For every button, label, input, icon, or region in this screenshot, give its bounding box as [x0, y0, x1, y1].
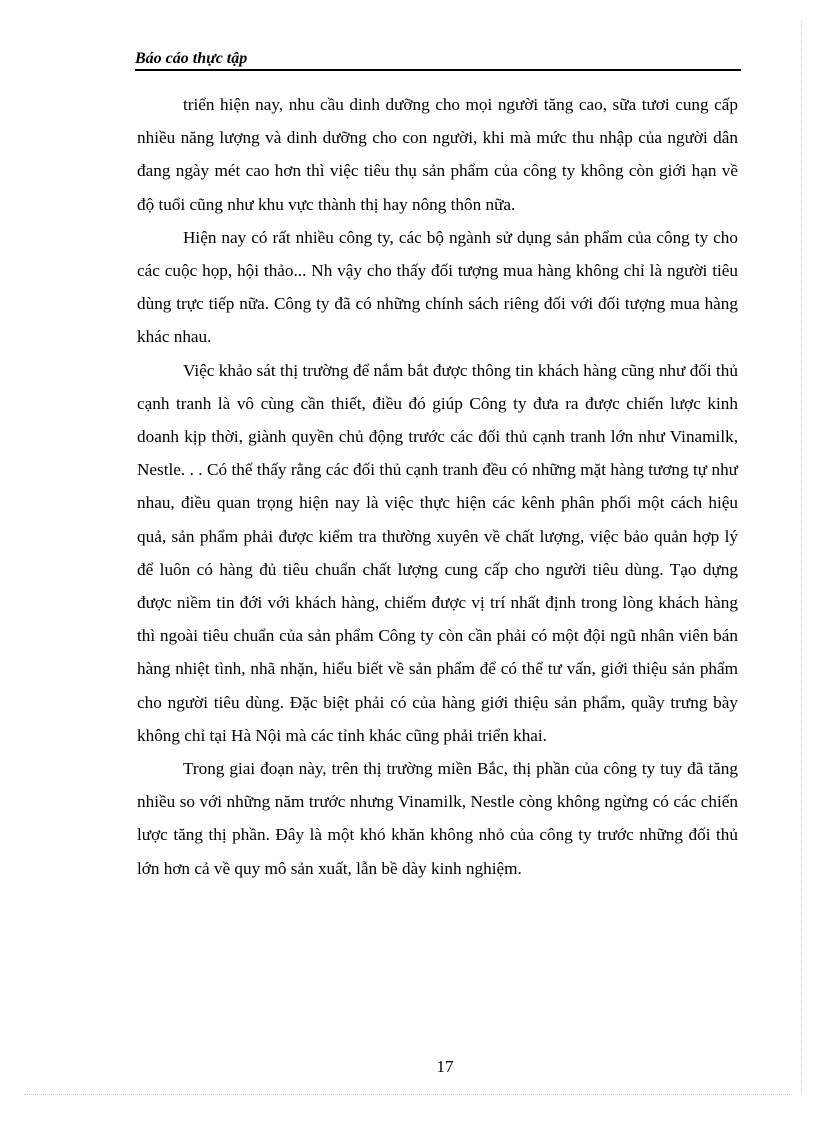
header-title: Báo cáo thực tập — [135, 50, 248, 67]
paragraph-3: Việc khảo sát thị trường để nắm bắt được thông tin khách hàng cũng như đối thủ cạnh tranh là vô cùng cần thiết, điều đó giúp Công ty đưa ra được chiến lược kinh doanh kịp thời, giành quyền chủ động trước các đối thủ cạnh tranh lớn như Vinamilk, Nestle. . . Có thể thấy rằng các đối thủ cạnh tranh đều có những mặt hàng tương tự như nhau, điều quan trọng hiện nay là việc thực hiện các kênh phân phối một cách hiệu quả, sản phẩm phải được kiểm tra thường xuyên về chất lượng, việc bảo quản hợp lý để luôn có hàng đủ tiêu chuẩn chất lượng cung cấp cho người tiêu dùng. Tạo dựng được niềm tin đới với khách hàng, chiếm được vị trí nhất định trong lòng khách hàng thì ngoài tiêu chuẩn của sản phẩm Công ty còn cần phải có một đội ngũ nhân viên bán hàng nhiệt tình, nhã nhặn, hiểu biết về sản phẩm để có thể tư vấn, giới thiệu sản phẩm cho người tiêu dùng. Đặc biệt phải có của hàng giới thiệu sản phẩm, quầy trưng bày không chỉ tại Hà Nội mà các tỉnh khác cũng phải triển khai. — [137, 360, 738, 745]
paragraph-4: Trong giai đoạn này, trên thị trường miền Bắc, thị phần của công ty tuy đã tăng nhiều so với những năm trước nhưng Vinamilk, Nestle còng không ngừng có các chiến lược tăng thị phần. Đây là một khó khăn không nhỏ của công ty trước những đối thủ lớn hơn cả về quy mô sản xuất, lẫn bề dày kinh nghiệm. — [137, 759, 738, 878]
paragraph-2: Hiện nay có rất nhiều công ty, các bộ ngành sử dụng sản phẩm của công ty cho các cuộc họp, hội thảo... Nh vậy cho thấy đối tượng mua hàng không chỉ là người tiêu dùng trực tiếp nữa. Công ty đã có những chính sách riêng đối với đối tượng mua hàng khác nhau. — [137, 227, 738, 347]
paragraph-1: triển hiện nay, nhu cầu dinh dưỡng cho mọi người tăng cao, sữa tươi cung cấp nhiều năng lượng và dinh dưỡng cho con người, khi mà mức thu nhập của người dân đang ngày mét cao hơn thì việc tiêu thụ sản phẩm của công ty không còn giới hạn về độ tuổi cũng như khu vực thành thị hay nông thôn nữa. — [137, 95, 738, 214]
header-rule — [135, 69, 741, 71]
page-border-right — [801, 20, 802, 1095]
page-border-bottom — [24, 1094, 792, 1095]
body-text — [137, 88, 738, 885]
page-number: 17 — [436, 1057, 454, 1076]
page-header — [135, 48, 741, 72]
